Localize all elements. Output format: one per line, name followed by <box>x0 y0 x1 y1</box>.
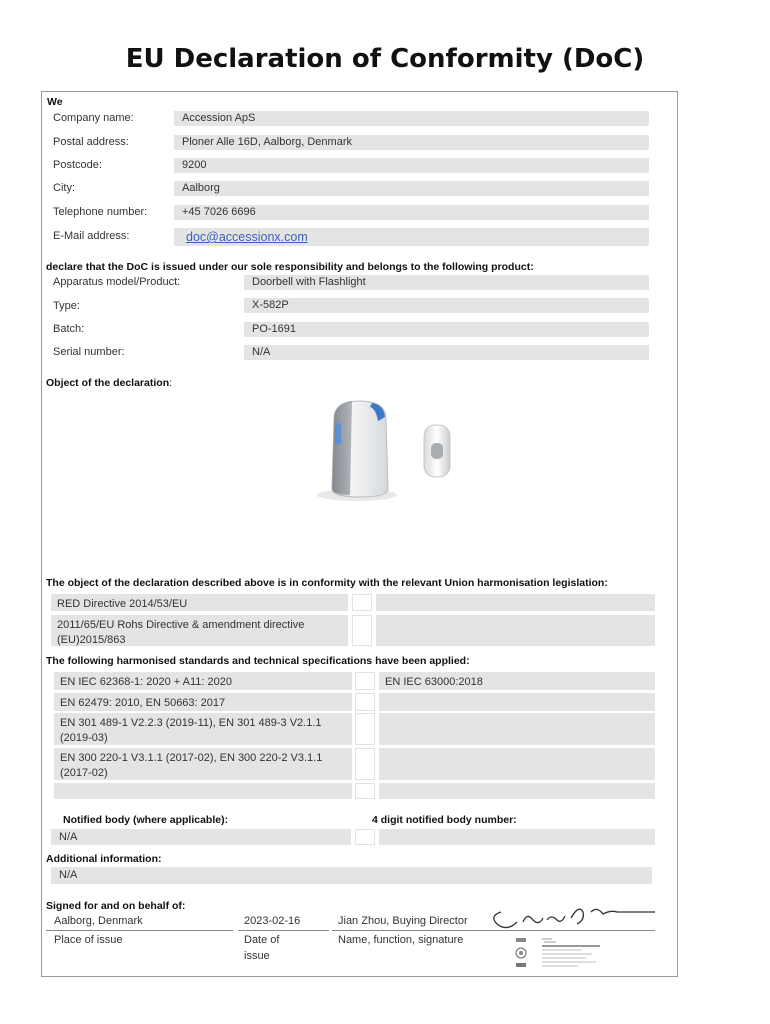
email-link[interactable]: doc@accessionx.com <box>186 230 308 244</box>
legislation-heading: The object of the declaration described above is in conformity with the relevant Union harmonisation legislation: <box>46 577 608 589</box>
product-model-label: Apparatus model/Product: <box>53 276 181 288</box>
company-heading: We <box>47 96 63 108</box>
email-label: E-Mail address: <box>53 230 130 242</box>
postal-address-label: Postal address: <box>53 136 129 148</box>
handwritten-signature <box>487 902 657 934</box>
standard-checkbox-4[interactable] <box>355 748 375 780</box>
name-caption: Name, function, signature <box>338 934 464 946</box>
standard-row-2[interactable]: EN 62479: 2010, EN 50663: 2017 <box>54 693 352 711</box>
standard-extra-4[interactable] <box>379 748 655 780</box>
date-field[interactable]: 2023-02-16 <box>244 915 301 927</box>
legislation-row-rohs[interactable]: 2011/65/EU Rohs Directive & amendment directive (EU)2015/863 <box>51 615 348 646</box>
standard-row-3[interactable]: EN 301 489-1 V2.2.3 (2019-11), EN 301 489-3 V2.1.1 (2019-03) <box>54 713 352 745</box>
place-underline <box>46 930 233 931</box>
object-heading: Object of the declaration: <box>46 377 173 389</box>
date-caption-line-1: Date of <box>244 934 280 946</box>
doorbell-product-photo <box>312 397 452 507</box>
standard-row-1[interactable]: EN IEC 62368-1: 2020 + A11: 2020 <box>54 672 352 690</box>
standards-heading: The following harmonised standards and technical specifications have been applied: <box>46 655 470 667</box>
company-name-label: Company name: <box>53 112 134 124</box>
batch-field[interactable]: PO-1691 <box>244 322 649 337</box>
postcode-field[interactable]: 9200 <box>174 158 649 173</box>
name-function-field[interactable]: Jian Zhou, Buying Director <box>338 915 468 927</box>
telephone-field[interactable]: +45 7026 6696 <box>174 205 649 220</box>
type-field[interactable]: X-582P <box>244 298 649 313</box>
telephone-label: Telephone number: <box>53 206 148 218</box>
date-caption-line-2: issue <box>244 950 270 962</box>
standard-checkbox-5[interactable] <box>355 783 375 799</box>
legislation-extra-red[interactable] <box>376 594 655 611</box>
standard-checkbox-3[interactable] <box>355 713 375 745</box>
legislation-extra-rohs[interactable] <box>376 615 655 646</box>
page-title: EU Declaration of Conformity (DoC) <box>125 44 645 74</box>
notified-body-field[interactable]: N/A <box>51 829 351 845</box>
standard-checkbox-2[interactable] <box>355 693 375 711</box>
postcode-label: Postcode: <box>53 159 102 171</box>
standard-extra-3[interactable] <box>379 713 655 745</box>
standard-checkbox-1[interactable] <box>355 672 375 690</box>
standard-extra-2[interactable] <box>379 693 655 711</box>
standard-row-5[interactable] <box>54 783 352 799</box>
product-heading: declare that the DoC is issued under our sole responsibility and belongs to the following product: <box>46 261 534 273</box>
city-label: City: <box>53 182 75 194</box>
signature-heading: Signed for and on behalf of: <box>46 900 186 912</box>
date-underline <box>238 930 329 931</box>
standard-extra-1[interactable]: EN IEC 63000:2018 <box>379 672 655 690</box>
notified-number-field[interactable] <box>379 829 655 845</box>
legislation-checkbox-rohs[interactable] <box>352 615 372 646</box>
notified-checkbox[interactable] <box>355 829 375 845</box>
city-field[interactable]: Aalborg <box>174 181 649 196</box>
place-caption: Place of issue <box>54 934 123 946</box>
type-label: Type: <box>53 300 80 312</box>
product-model-field[interactable]: Doorbell with Flashlight <box>244 275 649 290</box>
additional-info-field[interactable]: N/A <box>51 867 652 884</box>
company-name-field[interactable]: Accession ApS <box>174 111 649 126</box>
company-stamp <box>512 935 612 971</box>
standard-row-4[interactable]: EN 300 220-1 V3.1.1 (2017-02), EN 300 220-2 V3.1.1 (2017-02) <box>54 748 352 780</box>
batch-label: Batch: <box>53 323 85 335</box>
serial-number-label: Serial number: <box>53 346 125 358</box>
declaration-form <box>41 91 678 977</box>
place-field[interactable]: Aalborg, Denmark <box>54 915 143 927</box>
postal-address-field[interactable]: Ploner Alle 16D, Aalborg, Denmark <box>174 135 649 150</box>
email-field[interactable] <box>174 228 649 246</box>
serial-number-field[interactable]: N/A <box>244 345 649 360</box>
legislation-checkbox-red[interactable] <box>352 594 372 611</box>
standard-extra-5[interactable] <box>379 783 655 799</box>
notified-body-label: Notified body (where applicable): <box>63 814 229 826</box>
legislation-row-red[interactable]: RED Directive 2014/53/EU <box>51 594 348 611</box>
additional-info-label: Additional information: <box>46 853 162 865</box>
notified-number-label: 4 digit notified body number: <box>372 814 517 826</box>
